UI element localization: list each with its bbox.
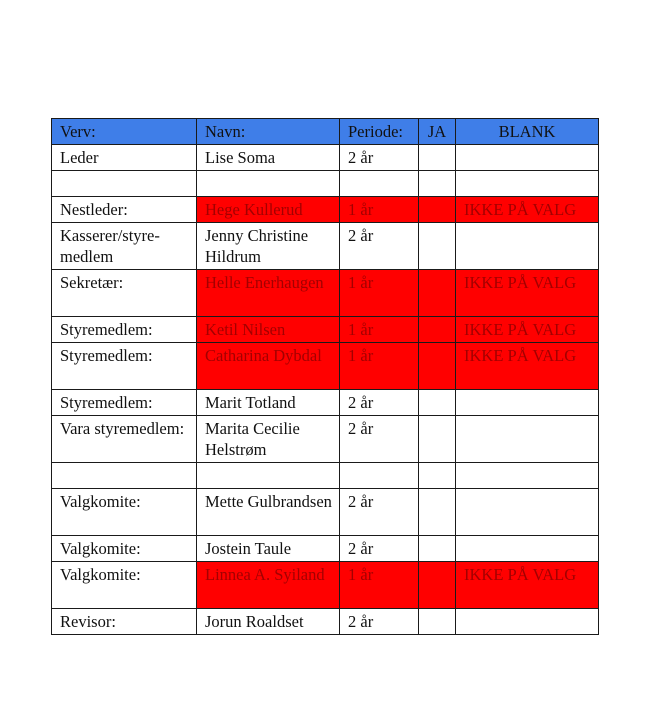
cell-blank[interactable] xyxy=(456,609,599,635)
cell-navn: Jostein Taule xyxy=(197,536,340,562)
cell-verv: Vara styremedlem: xyxy=(52,416,197,463)
election-table xyxy=(51,118,599,635)
table-row xyxy=(52,145,599,171)
cell-navn: Helle Enerhaugen xyxy=(197,270,340,317)
cell-ja[interactable] xyxy=(419,223,456,270)
table-row xyxy=(52,390,599,416)
header-row xyxy=(52,119,599,145)
cell-verv: Nestleder: xyxy=(52,197,197,223)
cell-navn xyxy=(197,171,340,197)
cell-navn xyxy=(197,463,340,489)
cell-navn: Ketil Nilsen xyxy=(197,317,340,343)
cell-periode: 1 år xyxy=(340,343,419,390)
cell-periode: 2 år xyxy=(340,145,419,171)
cell-verv: Valgkomite: xyxy=(52,562,197,609)
cell-navn: Marit Totland xyxy=(197,390,340,416)
table-row xyxy=(52,536,599,562)
cell-periode: 2 år xyxy=(340,416,419,463)
cell-ja[interactable] xyxy=(419,270,456,317)
table-row xyxy=(52,223,599,270)
cell-periode xyxy=(340,463,419,489)
cell-blank[interactable]: IKKE PÅ VALG xyxy=(456,317,599,343)
cell-navn: Mette Gulbrandsen xyxy=(197,489,340,536)
cell-verv: Valgkomite: xyxy=(52,536,197,562)
cell-navn: Linnea A. Syiland xyxy=(197,562,340,609)
cell-periode: 1 år xyxy=(340,270,419,317)
cell-blank[interactable]: IKKE PÅ VALG xyxy=(456,270,599,317)
cell-verv xyxy=(52,463,197,489)
cell-navn: Lise Soma xyxy=(197,145,340,171)
cell-verv: Valgkomite: xyxy=(52,489,197,536)
cell-ja[interactable] xyxy=(419,562,456,609)
cell-verv: Leder xyxy=(52,145,197,171)
cell-ja[interactable] xyxy=(419,171,456,197)
cell-verv: Kasserer/styre-medlem xyxy=(52,223,197,270)
header-blank: BLANK xyxy=(456,119,599,145)
cell-verv: Styremedlem: xyxy=(52,390,197,416)
cell-ja[interactable] xyxy=(419,463,456,489)
cell-blank[interactable] xyxy=(456,145,599,171)
header-ja: JA xyxy=(419,119,456,145)
cell-verv: Styremedlem: xyxy=(52,317,197,343)
cell-periode: 2 år xyxy=(340,223,419,270)
cell-navn: Hege Kullerud xyxy=(197,197,340,223)
cell-ja[interactable] xyxy=(419,416,456,463)
cell-ja[interactable] xyxy=(419,536,456,562)
cell-ja[interactable] xyxy=(419,609,456,635)
cell-blank[interactable] xyxy=(456,489,599,536)
cell-periode: 2 år xyxy=(340,390,419,416)
cell-verv: Sekretær: xyxy=(52,270,197,317)
cell-ja[interactable] xyxy=(419,343,456,390)
cell-periode: 2 år xyxy=(340,609,419,635)
cell-verv: Revisor: xyxy=(52,609,197,635)
cell-ja[interactable] xyxy=(419,390,456,416)
table-row xyxy=(52,562,599,609)
cell-blank[interactable] xyxy=(456,223,599,270)
table-row xyxy=(52,463,599,489)
table-row xyxy=(52,270,599,317)
table-row xyxy=(52,416,599,463)
cell-blank[interactable]: IKKE PÅ VALG xyxy=(456,197,599,223)
header-verv: Verv: xyxy=(52,119,197,145)
cell-ja[interactable] xyxy=(419,489,456,536)
cell-blank[interactable] xyxy=(456,463,599,489)
cell-ja[interactable] xyxy=(419,197,456,223)
header-navn: Navn: xyxy=(197,119,340,145)
cell-periode xyxy=(340,171,419,197)
cell-blank[interactable]: IKKE PÅ VALG xyxy=(456,562,599,609)
cell-blank[interactable]: IKKE PÅ VALG xyxy=(456,343,599,390)
cell-verv: Styremedlem: xyxy=(52,343,197,390)
cell-periode: 1 år xyxy=(340,197,419,223)
cell-periode: 2 år xyxy=(340,489,419,536)
cell-periode: 1 år xyxy=(340,562,419,609)
cell-navn: Marita Cecilie Helstrøm xyxy=(197,416,340,463)
table-row xyxy=(52,489,599,536)
cell-blank[interactable] xyxy=(456,171,599,197)
table-row xyxy=(52,197,599,223)
cell-periode: 2 år xyxy=(340,536,419,562)
table-row xyxy=(52,171,599,197)
cell-blank[interactable] xyxy=(456,390,599,416)
header-periode: Periode: xyxy=(340,119,419,145)
table-body xyxy=(52,145,599,635)
cell-blank[interactable] xyxy=(456,536,599,562)
cell-navn: Jorun Roaldset xyxy=(197,609,340,635)
cell-navn: Jenny Christine Hildrum xyxy=(197,223,340,270)
table-row xyxy=(52,609,599,635)
cell-ja[interactable] xyxy=(419,317,456,343)
table-row xyxy=(52,317,599,343)
cell-periode: 1 år xyxy=(340,317,419,343)
cell-blank[interactable] xyxy=(456,416,599,463)
cell-navn: Catharina Dybdal xyxy=(197,343,340,390)
cell-verv xyxy=(52,171,197,197)
table-row xyxy=(52,343,599,390)
cell-ja[interactable] xyxy=(419,145,456,171)
